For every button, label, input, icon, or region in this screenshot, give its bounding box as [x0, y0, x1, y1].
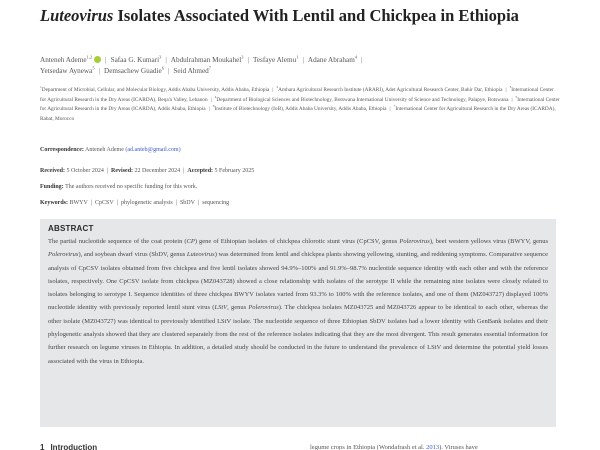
- affiliation: International Center for Agricultural Research in the Dry Areas (ICARDA), Rabat, Morocco: [40, 106, 556, 122]
- funding-statement: Funding: The authors received no specific funding for this work.: [40, 184, 198, 190]
- author-name[interactable]: Tesfaye Alemu: [252, 56, 297, 64]
- title-rest: Isolates Associated With Lentil and Chickpea in Ethiopia: [113, 6, 519, 25]
- affiliations: $^1$Department of Microbial, Cellular, and Molecular Biology, Addis Ababa University, Addis Ababa, Ethiopia | $^2$Amhara Agricultural Research Institute (ARARI), Adet Agricultural Research Center, Bahir Dar, Ethiopia | $^3$International Center for Agricultural Research in the Dry Areas (ICARDA), Beqa'a Valley, Lebanon | $^4$Department of Biological Sciences and Biotechnology, Botswana International University of Science and Technology, Palapye, Botswana | $^5$International Center for Agricultural Research in the Dry Areas (ICARDA), Addis Ababa, Ethiopia | $^6$Institute of Biotechnology (IoB), Addis Ababa University, Addis Ababa, Ethiopia | $^7$International Center for Agricultural Research in the Dry Areas (ICARDA), Rabat, Morocco: [40, 85, 560, 122]
- keyword: sequencing: [202, 200, 230, 206]
- citation-link[interactable]: 2013: [426, 444, 440, 450]
- author-name[interactable]: Adane Abraham: [307, 56, 355, 64]
- author-name[interactable]: Anteneh Ademe: [40, 56, 87, 64]
- author-name[interactable]: Abdulrahman Moukahel: [170, 56, 242, 64]
- affiliation: International Center for Agricultural Research in the Dry Areas (ICARDA), Addis Ababa, Ethiopia: [40, 96, 560, 112]
- article-dates: Received: 5 October 2024 | Revised: 22 December 2024 | Accepted: 5 February 2025: [40, 168, 255, 174]
- orcid-icon[interactable]: [94, 56, 101, 63]
- author-name[interactable]: Yetsedaw Aynewa: [40, 67, 93, 75]
- correspondence-name: Anteneh Ademe: [83, 147, 126, 153]
- author-list: Anteneh Ademe$^{1,2}$ | Safaa G. Kumari$^3$ | Abdulrahman Moukahel$^3$ | Tesfaye Alemu$^1$ | Adane Abraham$^4$ | Yetsedaw Aynewa$^5$ | Demsachew Guadie$^6$ | Seid Ahmed$^7$: [40, 54, 363, 75]
- keyword: BWYV: [69, 200, 88, 206]
- intro-right-column-text: legume crops in Ethiopia (Wondafrash et al. 2013). Viruses have: [310, 444, 478, 450]
- abstract-text: The partial nucleotide sequence of the coat protein (CP) gene of Ethiopian isolates of chickpea chlorotic stunt virus (CpCSV, genus Polerovirus), beet western yellows virus (BWYV, genus Polerovirus), and soybean dwarf virus (SbDV, genus Luteovirus) was determined from lentil and chickpea plants showing yellowing, stunting, and reddening symptoms. Comparative sequence analysis of CpCSV isolates obtained from five chickpea and five lentil isolates showed 94.9%–100% and 91.9%–98.7% nucleotide sequence identity with each other and with the reference isolates, respectively. One CpCSV isolate from chickpea (MZ043728) showed a close relationship with isolates of the serotype II while the remaining nine isolates were closely related to isolates belonging to serotype I. Sequence identities of three chickpea BWYV isolates varied from 93.3% to 100% with the reference isolates, and one of them (MZ043727) displayed 100% nucleotide identity with previously reported lentil stunt virus (LStV, genus Polerovirus). The chickpea isolates MZ043725 and MZ043726 appear to be identical to each other, whereas the other isolate (MZ043727) was identical to previously identified LStV isolate. The nucleotide sequence of three Ethiopian SbDV isolates had a lower identity with GenBank isolates and their phylogenetic analysis showed that they are clustered separately from the rest of the reference isolates indicating that they are the most divergent. This result generates essential information for further research on legume viruses in Ethiopia. In addition, a detailed study should be conducted in the future to understand the prevalence of LStV and determine the potential yield losses associated with the virus in Ethiopia.: [48, 238, 549, 365]
- accepted-date: 5 February 2025: [213, 168, 255, 174]
- correspondence-email-link[interactable]: (ad.anteb@gmail.com): [125, 147, 181, 153]
- paper-title: [40, 6, 560, 25]
- affiliation: Institute of Biotechnology (IoB), Addis Ababa University, Addis Ababa, Ethiopia: [214, 106, 387, 112]
- keywords: Keywords: BWYV | CpCSV | phylogenetic analysis | SbDV | sequencing: [40, 200, 230, 206]
- keyword: phylogenetic analysis: [120, 200, 173, 206]
- author-name[interactable]: Seid Ahmed: [173, 67, 209, 75]
- abstract-heading: ABSTRACT: [48, 224, 94, 233]
- affiliation: Department of Microbial, Cellular, and Molecular Biology, Addis Ababa University, Addis Ababa, Ethiopia: [41, 87, 270, 93]
- author-name[interactable]: Safaa G. Kumari: [110, 56, 160, 64]
- affiliation: International Center for Agricultural Research in the Dry Areas (ICARDA), Beqa'a Valley, Lebanon: [40, 87, 554, 103]
- abstract-box: [40, 219, 556, 427]
- received-date: 5 October 2024: [65, 168, 104, 174]
- section-heading-introduction: 1 Introduction: [40, 443, 98, 450]
- keyword: CpCSV: [95, 200, 114, 206]
- title-italic: Luteovirus: [40, 6, 114, 25]
- affiliation: Department of Biological Sciences and Biotechnology, Botswana International University of Science and Technology, Palapye, Botswana: [216, 96, 509, 103]
- author-name[interactable]: Demsachew Guadie: [104, 67, 162, 75]
- correspondence: Correspondence: Anteneh Ademe (ad.anteb@gmail.com): [40, 147, 181, 153]
- affiliation: Amhara Agricultural Research Institute (ARARI), Adet Agricultural Research Center, Bahir Dar, Ethiopia: [278, 87, 503, 93]
- revised-date: 22 December 2024: [133, 168, 181, 174]
- keyword: SbDV: [179, 200, 195, 206]
